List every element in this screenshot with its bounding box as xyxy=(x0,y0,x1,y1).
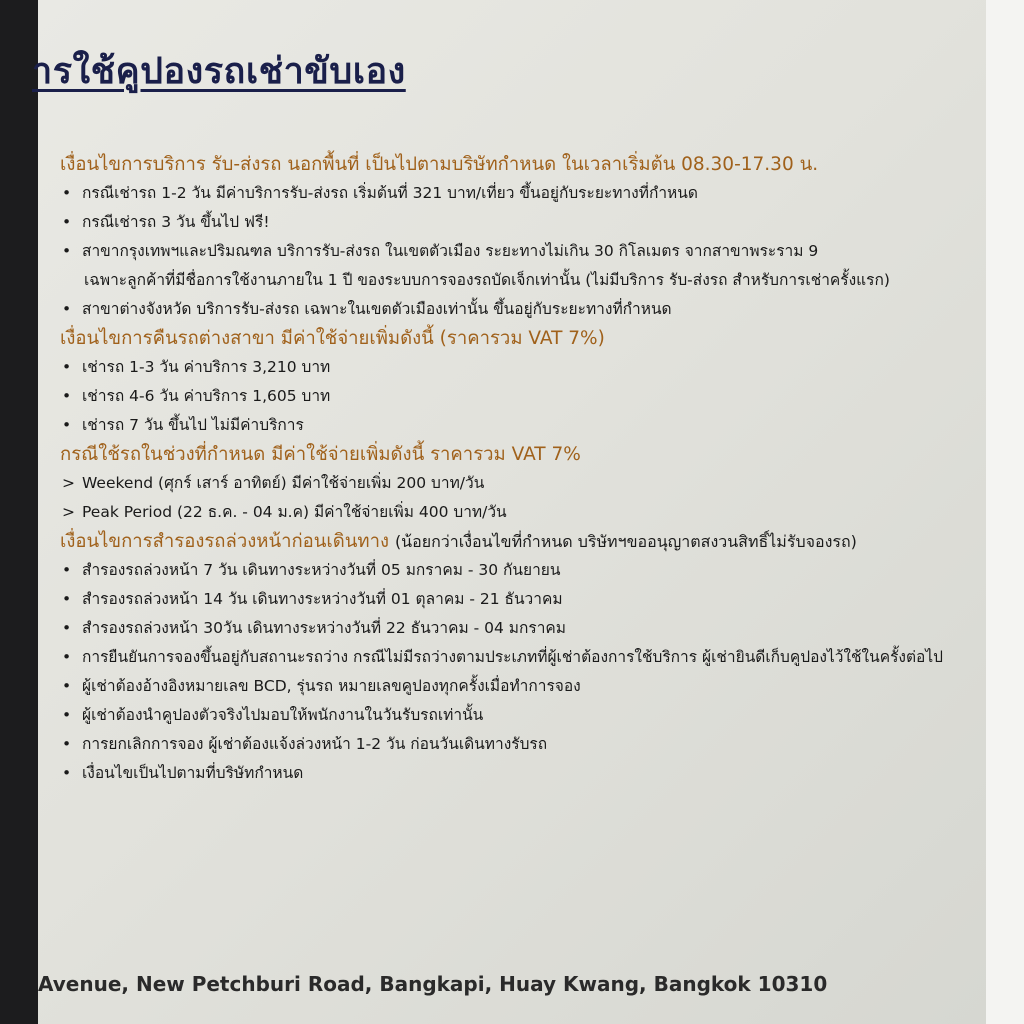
coupon-document-page xyxy=(32,0,986,1024)
list-item xyxy=(60,208,980,237)
list-item xyxy=(60,237,980,295)
list-item xyxy=(60,179,980,208)
list-item xyxy=(60,701,980,730)
list-item-text: สำรองรถล่วงหน้า 30วัน เดินทางระหว่างวันที่ 22 ธันวาคม - 04 มกราคม xyxy=(82,619,566,637)
list-item-text: ผู้เช่าต้องนำคูปองตัวจริงไปมอบให้พนักงานในวันรับรถเท่านั้น xyxy=(82,706,484,724)
list-item-text: สาขาต่างจังหวัด บริการรับ-ส่งรถ เฉพาะในเขตตัวเมืองเท่านั้น ขึ้นอยู่กับระยะทางที่กำหนด xyxy=(82,300,672,318)
bullet-list xyxy=(60,556,980,788)
bullet-marker: > xyxy=(62,503,75,521)
list-item-text: เช่ารถ 1-3 วัน ค่าบริการ 3,210 บาท xyxy=(82,358,331,376)
bullet-marker: • xyxy=(62,590,72,608)
bullet-marker: • xyxy=(62,764,72,782)
bullet-marker: • xyxy=(62,358,72,376)
list-item-text: กรณีเช่ารถ 1-2 วัน มีค่าบริการรับ-ส่งรถ เริ่มต้นที่ 321 บาท/เที่ยว ขึ้นอยู่กับระยะทางที่กำหนด xyxy=(82,184,698,202)
list-item-text: เช่ารถ 7 วัน ขึ้นไป ไม่มีค่าบริการ xyxy=(82,416,304,434)
bullet-marker: • xyxy=(62,677,72,695)
section-heading: เงื่อนไขการบริการ รับ-ส่งรถ นอกพื้นที่ เป็นไปตามบริษัทกำหนด ในเวลาเริ่มต้น 08.30-17.30 น. xyxy=(60,154,819,175)
list-item-text: กรณีเช่ารถ 3 วัน ขึ้นไป ฟรี! xyxy=(82,213,270,231)
list-item-continuation: เฉพาะลูกค้าที่มีชื่อการใช้งานภายใน 1 ปี ของระบบการจองรถบัดเจ็กเท่านั้น (ไม่มีบริการ รับ-ส่งรถ สำหรับการเช่าครั้งแรก) xyxy=(84,271,890,289)
page-edge xyxy=(986,0,1024,1024)
list-item xyxy=(60,730,980,759)
section-return-other-branch xyxy=(60,324,980,440)
list-item xyxy=(60,353,980,382)
section-advance-booking xyxy=(60,527,980,788)
list-item xyxy=(60,614,980,643)
list-item xyxy=(60,382,980,411)
section-heading: เงื่อนไขการคืนรถต่างสาขา มีค่าใช้จ่ายเพิ่มดังนี้ (ราคารวม VAT 7%) xyxy=(60,328,605,349)
list-item xyxy=(60,295,980,324)
list-item-text: การยกเลิกการจอง ผู้เช่าต้องแจ้งล่วงหน้า 1-2 วัน ก่อนวันเดินทางรับรถ xyxy=(82,735,548,753)
bullet-list xyxy=(60,469,980,527)
section-period-surcharge xyxy=(60,440,980,527)
list-item-text: สาขากรุงเทพฯและปริมณฑล บริการรับ-ส่งรถ ในเขตตัวเมือง ระยะทางไม่เกิน 30 กิโลเมตร จากสาขาพระราม 9 xyxy=(82,242,819,260)
list-item-text: Weekend (ศุกร์ เสาร์ อาทิตย์) มีค่าใช้จ่ายเพิ่ม 200 บาท/วัน xyxy=(82,474,485,492)
list-item xyxy=(60,585,980,614)
list-item xyxy=(60,556,980,585)
bullet-marker: • xyxy=(62,184,72,202)
bullet-marker: • xyxy=(62,213,72,231)
page-title: ารใช้คูปองรถเช่าขับเอง xyxy=(32,51,406,92)
list-item xyxy=(60,672,980,701)
list-item-text: Peak Period (22 ธ.ค. - 04 ม.ค) มีค่าใช้จ่ายเพิ่ม 400 บาท/วัน xyxy=(82,503,507,521)
section-heading-text: เงื่อนไขการสำรองรถล่วงหน้าก่อนเดินทาง xyxy=(60,531,390,552)
section-heading: กรณีใช้รถในช่วงที่กำหนด มีค่าใช้จ่ายเพิ่มดังนี้ ราคารวม VAT 7% xyxy=(60,444,581,465)
footer-address: Avenue, New Petchburi Road, Bangkapi, Huay Kwang, Bangkok 10310 xyxy=(38,972,828,996)
bullet-marker: • xyxy=(62,242,72,260)
list-item-text: การยืนยันการจองขึ้นอยู่กับสถานะรถว่าง กรณีไม่มีรถว่างตามประเภทที่ผู้เช่าต้องการใช้บริการ ผู้เช่ายินดีเก็บคูปองไว้ใช้ในครั้งต่อไป xyxy=(82,648,943,666)
list-item-text: เช่ารถ 4-6 วัน ค่าบริการ 1,605 บาท xyxy=(82,387,331,405)
list-item xyxy=(60,469,980,498)
list-item-text: ผู้เช่าต้องอ้างอิงหมายเลข BCD, รุ่นรถ หมายเลขคูปองทุกครั้งเมื่อทำการจอง xyxy=(82,677,581,695)
bullet-marker: • xyxy=(62,387,72,405)
bullet-marker: • xyxy=(62,619,72,637)
list-item-text: สำรองรถล่วงหน้า 14 วัน เดินทางระหว่างวันที่ 01 ตุลาคม - 21 ธันวาคม xyxy=(82,590,563,608)
list-item xyxy=(60,411,980,440)
bullet-marker: > xyxy=(62,474,75,492)
bullet-marker: • xyxy=(62,300,72,318)
bullet-marker: • xyxy=(62,416,72,434)
bullet-marker: • xyxy=(62,648,72,666)
list-item xyxy=(60,759,980,788)
section-heading xyxy=(60,527,980,556)
bullet-list xyxy=(60,179,980,324)
list-item xyxy=(60,498,980,527)
section-heading-note: (น้อยกว่าเงื่อนไขที่กำหนด บริษัทฯขออนุญาตสงวนสิทธิ์ไม่รับจองรถ) xyxy=(394,532,857,551)
bullet-marker: • xyxy=(62,706,72,724)
bullet-list xyxy=(60,353,980,440)
section-delivery-conditions xyxy=(60,150,980,324)
list-item-text: เงื่อนไขเป็นไปตามที่บริษัทกำหนด xyxy=(82,764,304,782)
list-item-text: สำรองรถล่วงหน้า 7 วัน เดินทางระหว่างวันที่ 05 มกราคม - 30 กันยายน xyxy=(82,561,561,579)
bullet-marker: • xyxy=(62,561,72,579)
conditions-content xyxy=(60,150,980,788)
list-item xyxy=(60,643,980,672)
bullet-marker: • xyxy=(62,735,72,753)
